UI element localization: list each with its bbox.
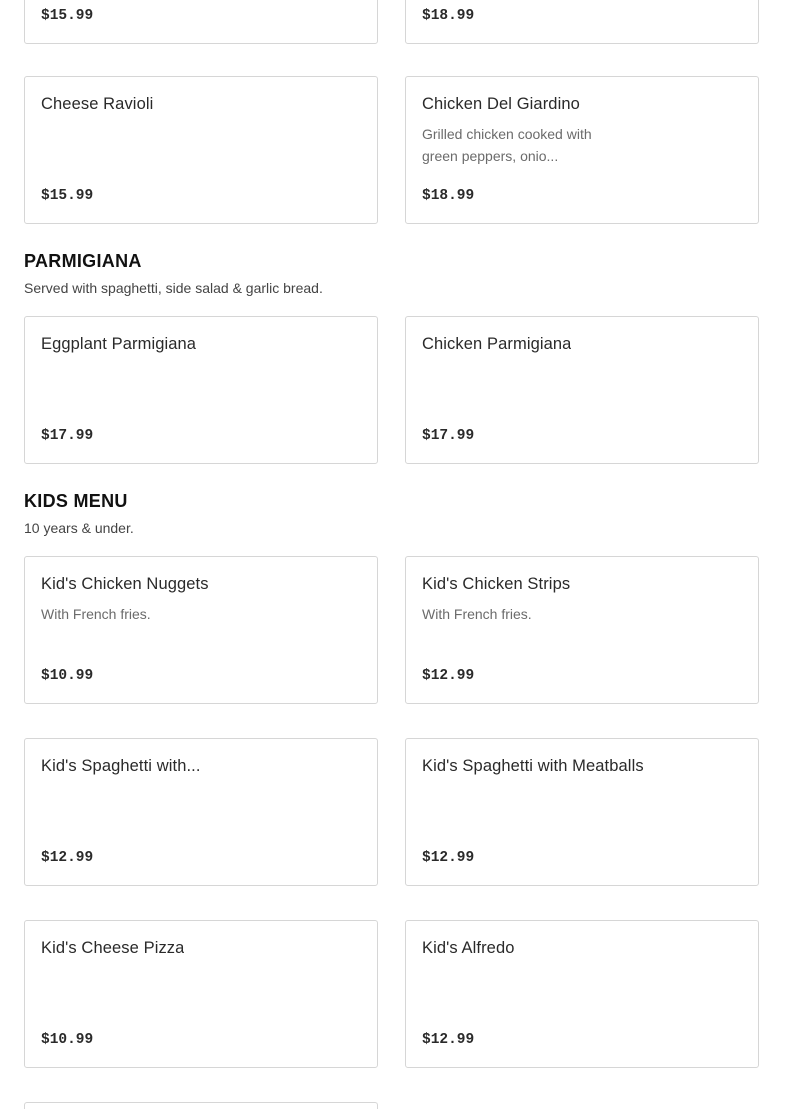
item-name: Kid's Cheese Pizza	[41, 939, 185, 957]
item-name: Eggplant Parmigiana	[41, 335, 197, 353]
item-name: Kid's Chicken Nuggets	[41, 575, 209, 593]
menu-item-card-kids-chicken-nuggets[interactable]	[24, 556, 378, 704]
item-price: $10.99	[41, 1032, 94, 1048]
item-name: Chicken Parmigiana	[422, 335, 572, 353]
item-name: Kid's Spaghetti with Meatballs	[422, 757, 644, 775]
item-price: $18.99	[422, 8, 475, 24]
item-description: With French fries.	[41, 606, 151, 622]
item-price: $12.99	[41, 850, 94, 866]
menu-item-card[interactable]	[24, 0, 378, 44]
section-subtitle-kids-menu: 10 years & under.	[24, 520, 134, 536]
menu-item-card-kids-alfredo[interactable]	[405, 920, 759, 1068]
item-price: $17.99	[422, 428, 475, 444]
menu-item-card[interactable]	[405, 0, 759, 44]
item-name: Kid's Chicken Strips	[422, 575, 571, 593]
menu-item-card-kids-spaghetti-meatballs[interactable]	[405, 738, 759, 886]
item-price: $12.99	[422, 850, 475, 866]
item-description: With French fries.	[422, 606, 532, 622]
menu-item-card[interactable]	[24, 1102, 378, 1109]
menu-item-card-kids-cheese-pizza[interactable]	[24, 920, 378, 1068]
section-title-kids-menu: KIDS MENU	[24, 491, 128, 511]
menu-item-card-chicken-del-giardino[interactable]	[405, 76, 759, 224]
item-name: Kid's Alfredo	[422, 939, 515, 957]
item-price: $17.99	[41, 428, 94, 444]
section-title-parmigiana: PARMIGIANA	[24, 251, 142, 271]
menu-item-card-cheese-ravioli[interactable]	[24, 76, 378, 224]
item-price: $15.99	[41, 188, 94, 204]
item-name: Cheese Ravioli	[41, 95, 154, 113]
menu-item-card-kids-chicken-strips[interactable]	[405, 556, 759, 704]
menu-item-card-chicken-parmigiana[interactable]	[405, 316, 759, 464]
menu-item-card-eggplant-parmigiana[interactable]	[24, 316, 378, 464]
section-subtitle-parmigiana: Served with spaghetti, side salad & garlic bread.	[24, 280, 323, 296]
item-price: $12.99	[422, 1032, 475, 1048]
menu-item-card-kids-spaghetti[interactable]	[24, 738, 378, 886]
item-name: Kid's Spaghetti with...	[41, 757, 201, 775]
item-price: $15.99	[41, 8, 94, 24]
item-price: $18.99	[422, 188, 475, 204]
item-name: Chicken Del Giardino	[422, 95, 580, 113]
item-price: $12.99	[422, 668, 475, 684]
item-description: Grilled chicken cooked with green peppers, onio...	[422, 126, 592, 164]
item-price: $10.99	[41, 668, 94, 684]
